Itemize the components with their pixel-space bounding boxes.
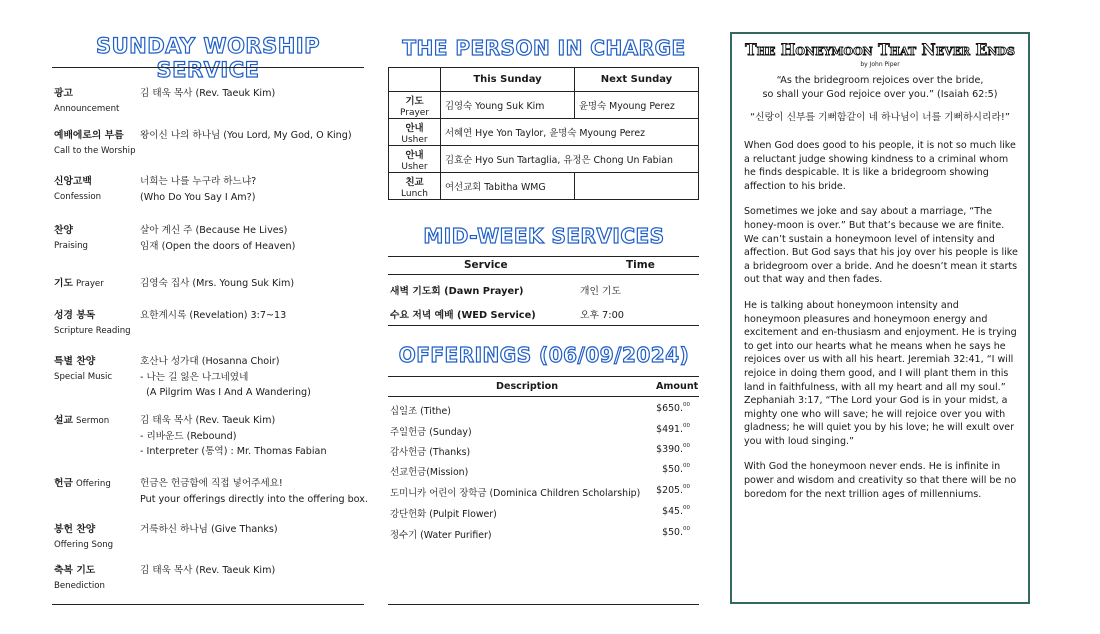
order-en: Announcement bbox=[54, 103, 120, 114]
amount-main: $390. bbox=[656, 444, 683, 455]
offering-desc: 도미니카 어린이 장학금 (Dominica Children Scholarship) bbox=[390, 488, 641, 499]
role-en: Prayer bbox=[399, 107, 430, 118]
order-desc: 헌금은 헌금함에 직접 넣어주세요! Put your offerings directly into the offering box. bbox=[140, 478, 368, 505]
order-en: Sermon bbox=[76, 416, 110, 426]
header-next-sunday: Next Sunday bbox=[575, 68, 699, 92]
amount-main: $50. bbox=[662, 527, 683, 538]
order-desc: 요한계시록 (Revelation) 3:7~13 bbox=[140, 310, 287, 321]
order-desc: 김영숙 집사 (Mrs. Young Suk Kim) bbox=[140, 278, 295, 289]
mid-week-title: MID-WEEK SERVICES bbox=[423, 224, 665, 248]
this-sunday-cell: 여선교회 Tabitha WMG bbox=[441, 173, 575, 200]
offering-row bbox=[390, 527, 690, 541]
order-en: Scripture Reading bbox=[54, 325, 131, 336]
table-row bbox=[389, 173, 699, 200]
this-sunday-cell: 서혜연 Hye Yon Taylor, 윤명숙 Myoung Perez bbox=[441, 119, 699, 146]
devotional-verse-korean: “신랑이 신부를 기뻐함같이 네 하나님이 너를 기뻐하시리라!” bbox=[750, 112, 1010, 123]
table-row bbox=[389, 119, 699, 146]
devotional-paragraph: When God does good to his people, it is not so much like a reluctant judge showing kindness to a criminal whom he finds despicable. It is like a bridegroom showing affection to his bride. bbox=[744, 140, 1016, 192]
role-ko: 친교 bbox=[405, 176, 424, 188]
order-desc: 살아 계신 주 (Because He Lives) 임재 (Open the doors of Heaven) bbox=[140, 225, 296, 252]
amount-cents: 00 bbox=[683, 526, 690, 532]
verse-line-2: so shall your God rejoice over you.” (Isaiah 62:5) bbox=[762, 89, 998, 100]
offering-desc: 주일헌금 (Sunday) bbox=[390, 427, 472, 438]
offering-amount bbox=[656, 424, 690, 435]
order-en: Call to the Worship bbox=[54, 145, 136, 156]
order-ko: 설교 bbox=[54, 415, 73, 426]
amount-main: $205. bbox=[656, 485, 683, 496]
top-divider bbox=[52, 67, 364, 68]
order-desc: 김 태욱 목사 (Rev. Taeuk Kim) - 리바운드 (Rebound) - Interpreter (통역) : Mr. Thomas Fabian bbox=[140, 415, 327, 457]
order-desc: 김 태욱 목사 (Rev. Taeuk Kim) bbox=[140, 88, 276, 99]
order-en: Offering Song bbox=[54, 539, 114, 550]
table-row bbox=[389, 92, 699, 119]
offerings-header-desc: Description bbox=[496, 381, 559, 392]
order-ko: 신앙고백 bbox=[54, 176, 92, 187]
offering-row bbox=[390, 424, 690, 438]
this-sunday-cell: 김효순 Hyo Sun Tartaglia, 유정은 Chong Un Fabian bbox=[441, 146, 699, 173]
order-en: Prayer bbox=[76, 279, 104, 289]
order-ko: 헌금 bbox=[54, 478, 73, 489]
midweek-top-rule bbox=[388, 256, 699, 257]
next-sunday-cell bbox=[575, 173, 699, 200]
this-sunday-cell: 김영숙 Young Suk Kim bbox=[441, 92, 575, 119]
offering-row bbox=[390, 506, 690, 520]
order-en: Confession bbox=[54, 191, 102, 202]
offering-row bbox=[390, 485, 690, 499]
middle-bottom-rule bbox=[388, 604, 699, 605]
midweek-time: 개인 기도 bbox=[580, 286, 621, 297]
midweek-header-rule bbox=[388, 274, 699, 275]
order-en: Offering bbox=[76, 479, 111, 489]
table-corner bbox=[389, 68, 441, 92]
offering-amount bbox=[662, 506, 690, 517]
amount-main: $45. bbox=[662, 506, 683, 517]
amount-cents: 00 bbox=[683, 463, 690, 469]
offering-desc: 십일조 (Tithe) bbox=[390, 406, 451, 417]
verse-line-1: “As the bridegroom rejoices over the bride, bbox=[776, 75, 984, 86]
offerings-top-rule bbox=[388, 376, 699, 377]
devotional-title: The Honeymoon That Never Ends bbox=[745, 40, 1015, 59]
table-row bbox=[389, 146, 699, 173]
order-ko: 광고 bbox=[54, 88, 73, 99]
midweek-time: 오후 7:00 bbox=[580, 310, 625, 321]
order-ko: 축복 기도 bbox=[54, 565, 96, 576]
person-in-charge-table bbox=[388, 67, 699, 200]
order-desc: 너희는 나를 누구라 하느냐? (Who Do You Say I Am?) bbox=[140, 176, 257, 203]
order-desc: 거룩하신 하나님 (Give Thanks) bbox=[140, 524, 278, 535]
order-en: Benediction bbox=[54, 580, 105, 591]
offering-desc: 정수기 (Water Purifier) bbox=[390, 530, 492, 541]
midweek-bottom-rule bbox=[388, 325, 699, 326]
amount-main: $50. bbox=[662, 464, 683, 475]
offering-desc: 선교헌금(Mission) bbox=[390, 467, 469, 478]
amount-cents: 00 bbox=[683, 443, 690, 449]
offering-row bbox=[390, 444, 690, 458]
offering-amount bbox=[662, 464, 690, 475]
amount-main: $491. bbox=[656, 424, 683, 435]
order-ko: 특별 찬양 bbox=[54, 356, 96, 367]
order-desc: 왕이신 나의 하나님 (You Lord, My God, O King) bbox=[140, 130, 352, 141]
order-ko: 예배에로의 부름 bbox=[54, 130, 124, 141]
devotional-paragraph: Sometimes we joke and say about a marriage, “The honey-moon is over.” But that’s because we are finite. We can’t sustain a honeymoon level of intensity and affection. But God says that his joy over his people is like a bridegroom over a bride. And he doesn’t mean it starts out that way and then fades. bbox=[744, 206, 1018, 286]
order-ko: 찬양 bbox=[54, 225, 73, 236]
offering-row bbox=[390, 403, 690, 417]
header-this-sunday: This Sunday bbox=[441, 68, 575, 92]
offering-desc: 강단헌화 (Pulpit Flower) bbox=[390, 509, 497, 520]
order-desc: 호산나 성가대 (Hosanna Choir) - 나는 길 잃은 나그네였네 (A Pilgrim Was I And A Wandering) bbox=[140, 356, 311, 398]
amount-cents: 00 bbox=[683, 402, 690, 408]
midweek-service: 수요 저녁 예배 (WED Service) bbox=[390, 310, 536, 321]
next-sunday-cell: 윤명숙 Myoung Perez bbox=[575, 92, 699, 119]
role-en: Lunch bbox=[401, 188, 428, 199]
role-en: Usher bbox=[401, 161, 428, 172]
offering-amount bbox=[662, 527, 690, 538]
offerings-header-amount: Amount bbox=[656, 381, 699, 392]
devotional-verse bbox=[732, 74, 1028, 102]
devotional-paragraph: With God the honeymoon never ends. He is infinite in power and wisdom and creativity so that there will be no boredom for the next trillion ages of millenniums. bbox=[744, 461, 1017, 500]
devotional-byline: by John Piper bbox=[860, 61, 900, 68]
role-ko: 안내 bbox=[405, 149, 424, 161]
role-en: Usher bbox=[401, 134, 428, 145]
midweek-service: 새벽 기도회 (Dawn Prayer) bbox=[390, 286, 524, 297]
devotional-paragraph: He is talking about honeymoon intensity and honeymoon pleasures and honeymoon energy and excitement and en-thusiasm and enjoyment. He is trying to get into our hearts what he means when he says he rejoices over us with all his heart. Jeremiah 32:41, “I will rejoice in doing them good, and I will plant them in this land in faithfulness, with all my heart and all my soul.” Zephaniah 3:17, “The Lord your God is in your midst, a mighty one who will save; he will rejoice over you with gladness; he will quiet you by his love; he will exult over you with loud singing.” bbox=[744, 299, 1017, 447]
bottom-divider bbox=[52, 604, 364, 605]
devotional-box bbox=[730, 32, 1030, 604]
amount-cents: 00 bbox=[683, 423, 690, 429]
order-desc: 김 태욱 목사 (Rev. Taeuk Kim) bbox=[140, 565, 276, 576]
worship-service-title: SUNDAY WORSHIP SERVICE bbox=[95, 34, 321, 82]
role-ko: 안내 bbox=[405, 122, 424, 134]
order-ko: 성경 봉독 bbox=[54, 310, 96, 321]
order-en: Praising bbox=[54, 240, 88, 251]
amount-cents: 00 bbox=[683, 505, 690, 511]
order-en: Special Music bbox=[54, 371, 113, 382]
offering-amount bbox=[656, 444, 690, 455]
person-in-charge-title: THE PERSON IN CHARGE bbox=[402, 36, 686, 60]
order-ko: 봉헌 찬양 bbox=[54, 524, 96, 535]
midweek-header-service: Service bbox=[464, 259, 508, 271]
offering-amount bbox=[656, 403, 690, 414]
order-ko: 기도 bbox=[54, 278, 73, 289]
offerings-header-rule bbox=[388, 396, 699, 397]
offering-amount bbox=[656, 485, 690, 496]
role-ko: 기도 bbox=[405, 95, 424, 107]
amount-cents: 00 bbox=[683, 484, 690, 490]
midweek-header-time: Time bbox=[626, 259, 655, 271]
amount-main: $650. bbox=[656, 403, 683, 414]
offering-row bbox=[390, 464, 690, 478]
offering-desc: 감사헌금 (Thanks) bbox=[390, 447, 471, 458]
offerings-title: OFFERINGS (06/09/2024) bbox=[398, 343, 690, 367]
